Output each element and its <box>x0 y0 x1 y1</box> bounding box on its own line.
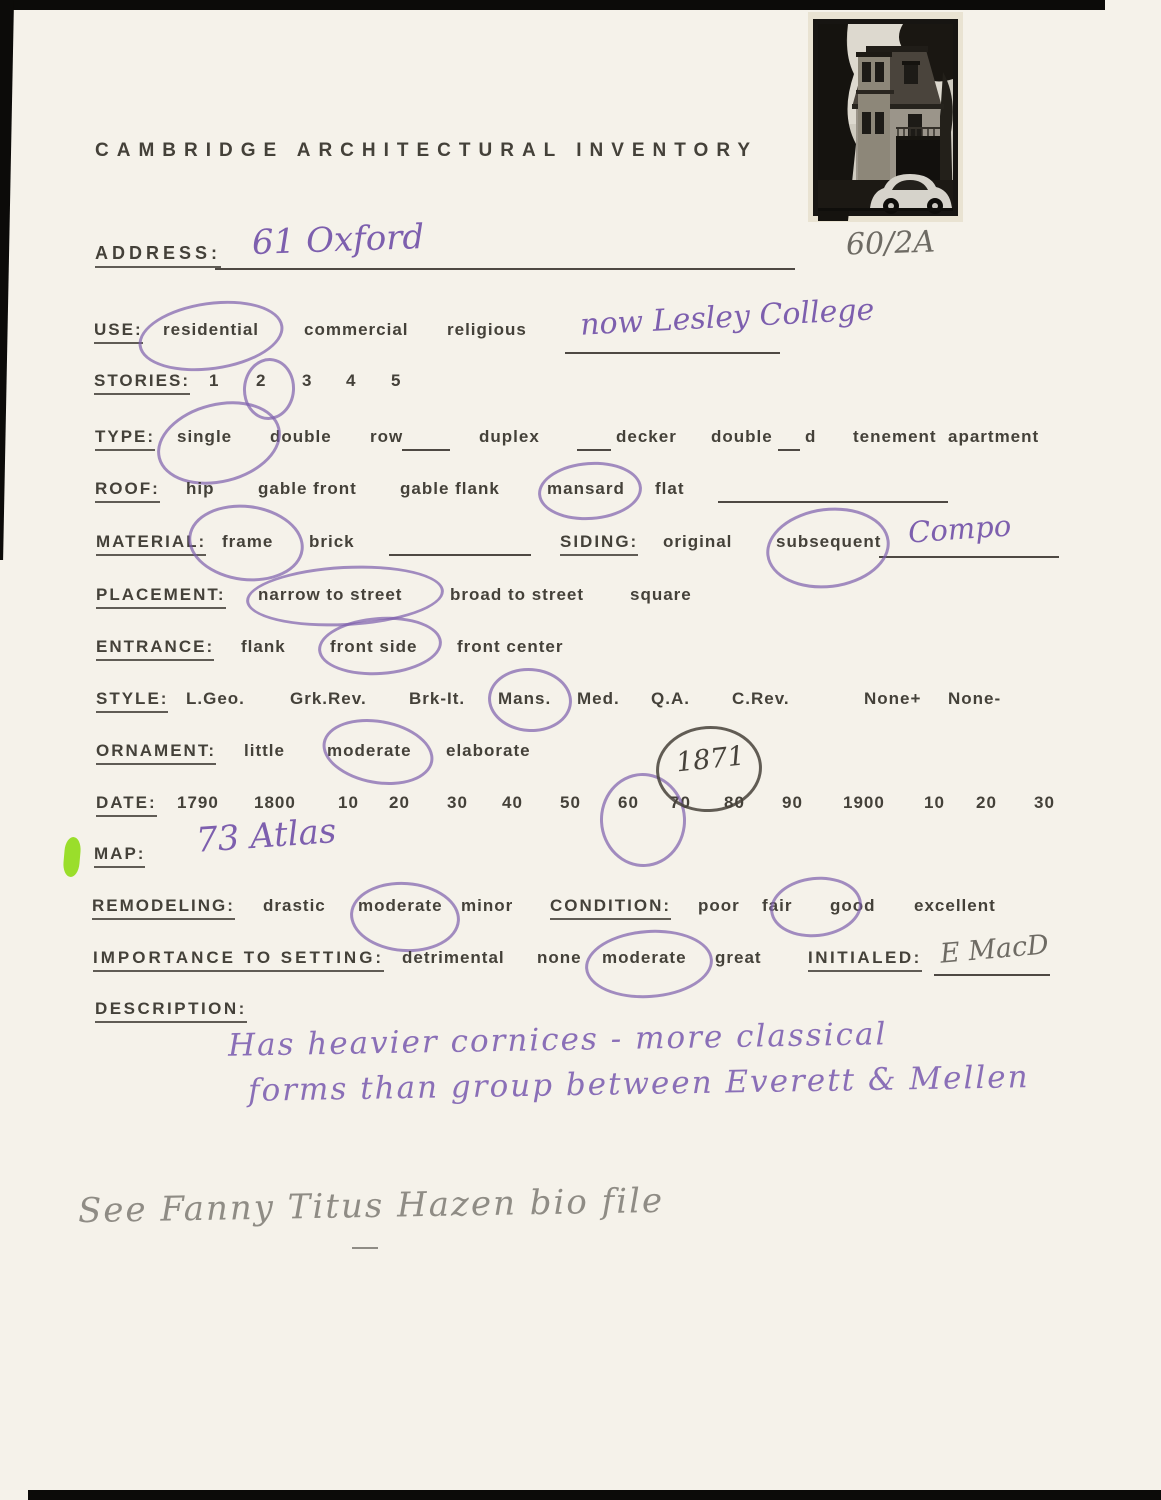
roof-option-flat: flat <box>655 479 685 498</box>
material-option-frame: frame <box>222 532 274 551</box>
importance-option-moderate: moderate <box>602 948 687 967</box>
stories-option-5: 5 <box>391 371 402 390</box>
ornament-option-moderate: moderate <box>327 741 412 760</box>
photo-ref: 60/2A <box>845 224 936 263</box>
map-label: MAP: <box>94 844 145 868</box>
stories-option-2: 2 <box>256 371 267 390</box>
material-blank-line <box>389 554 531 556</box>
entrance-label: ENTRANCE: <box>96 637 214 661</box>
placement-option-narrow: narrow to street <box>258 585 403 604</box>
circle-style-mans <box>486 665 574 735</box>
circle-siding-subsequent <box>762 501 895 596</box>
date-option-10b: 10 <box>924 793 945 812</box>
date-option-20a: 20 <box>389 793 410 812</box>
importance-option-none: none <box>537 948 582 967</box>
type-option-single: single <box>177 427 233 446</box>
description-line2: forms than group between Everett & Mellen <box>247 1059 1030 1109</box>
type-option-duplex: duplex <box>479 427 540 446</box>
type-option-decker: decker <box>616 427 677 446</box>
circle-importance-moderate <box>583 926 715 1003</box>
ornament-option-elaborate: elaborate <box>446 741 531 760</box>
description-line1: Has heavier cornices - more classical <box>227 1016 888 1064</box>
type-option-tenement: tenement <box>853 427 937 446</box>
type-option-double-d: double <box>711 427 773 446</box>
map-highlight-mark <box>62 836 81 877</box>
type-blank-decker <box>577 449 611 451</box>
date-option-30b: 30 <box>1034 793 1055 812</box>
placement-label: PLACEMENT: <box>96 585 226 609</box>
type-blank-row <box>402 449 450 451</box>
remodeling-option-moderate: moderate <box>358 896 443 915</box>
condition-option-good: good <box>830 896 876 915</box>
date-year-note: 1871 <box>674 740 747 779</box>
type-option-row: row <box>370 427 404 446</box>
initialed-label: INITIALED: <box>808 948 922 972</box>
type-blank-d <box>778 449 800 451</box>
material-option-brick: brick <box>309 532 355 551</box>
circle-remodeling-moderate <box>348 878 463 956</box>
date-option-70: 70 <box>670 793 691 812</box>
date-option-1900: 1900 <box>843 793 885 812</box>
roof-blank-line <box>718 501 948 503</box>
date-option-60: 60 <box>618 793 639 812</box>
style-label: STYLE: <box>96 689 168 713</box>
date-option-50: 50 <box>560 793 581 812</box>
siding-option-original: original <box>663 532 733 551</box>
date-option-1790: 1790 <box>177 793 219 812</box>
siding-note-line <box>879 556 1059 558</box>
style-option-mans: Mans. <box>498 689 552 708</box>
ornament-label: ORNAMENT: <box>96 741 216 765</box>
scan-edge-top <box>0 0 1105 10</box>
roof-option-hip: hip <box>186 479 215 498</box>
condition-option-poor: poor <box>698 896 740 915</box>
placement-option-broad: broad to street <box>450 585 585 604</box>
date-option-90: 90 <box>782 793 803 812</box>
date-option-40: 40 <box>502 793 523 812</box>
use-note: now Lesley College <box>579 292 876 343</box>
stories-option-3: 3 <box>302 371 313 390</box>
form-title: CAMBRIDGE ARCHITECTURAL INVENTORY <box>95 140 759 161</box>
remodeling-option-minor: minor <box>461 896 514 915</box>
use-note-line <box>565 352 780 354</box>
condition-label: CONDITION: <box>550 896 671 920</box>
roof-label: ROOF: <box>95 479 160 503</box>
style-option-none-minus: None- <box>948 689 1002 708</box>
siding-label: SIDING: <box>560 532 638 556</box>
footnote: See Fanny Titus Hazen bio file <box>77 1180 665 1232</box>
date-option-1800: 1800 <box>254 793 296 812</box>
entrance-option-front-center: front center <box>457 637 564 656</box>
condition-option-fair: fair <box>762 896 793 915</box>
material-label: MATERIAL: <box>96 532 206 556</box>
type-option-apartment: apartment <box>948 427 1040 446</box>
type-label: TYPE: <box>95 427 155 451</box>
house-photo <box>808 12 963 222</box>
initialed-value: E MacD <box>938 929 1050 970</box>
entrance-option-flank: flank <box>241 637 286 656</box>
stories-label: STORIES: <box>94 371 190 395</box>
date-option-30a: 30 <box>447 793 468 812</box>
footnote-h-underline <box>352 1247 378 1249</box>
style-option-med: Med. <box>577 689 620 708</box>
ornament-option-little: little <box>244 741 285 760</box>
stories-option-4: 4 <box>346 371 357 390</box>
date-option-10a: 10 <box>338 793 359 812</box>
remodeling-label: REMODELING: <box>92 896 235 920</box>
importance-label: IMPORTANCE TO SETTING: <box>93 948 384 972</box>
type-option-double: double <box>270 427 332 446</box>
siding-option-subsequent: subsequent <box>776 532 882 551</box>
type-option-d: d <box>805 427 817 446</box>
style-option-crev: C.Rev. <box>732 689 790 708</box>
scan-edge-bottom <box>28 1490 1161 1500</box>
date-label: DATE: <box>96 793 157 817</box>
initialed-line <box>934 974 1050 976</box>
style-option-brkit: Brk-It. <box>409 689 466 708</box>
address-line <box>215 268 795 270</box>
use-label: USE: <box>94 320 143 344</box>
use-option-religious: religious <box>447 320 527 339</box>
remodeling-option-drastic: drastic <box>263 896 326 915</box>
siding-note: Compo <box>906 508 1013 550</box>
circle-ornament-moderate <box>317 711 438 793</box>
style-option-grkrev: Grk.Rev. <box>290 689 367 708</box>
entrance-option-front-side: front side <box>330 637 418 656</box>
address-label: ADDRESS: <box>95 243 221 268</box>
roof-option-mansard: mansard <box>547 479 625 498</box>
map-value: 73 Atlas <box>194 811 338 861</box>
importance-option-detrimental: detrimental <box>402 948 505 967</box>
address-value: 61 Oxford <box>251 217 425 263</box>
scan-edge-left <box>0 0 14 560</box>
condition-option-excellent: excellent <box>914 896 996 915</box>
importance-option-great: great <box>715 948 762 967</box>
circle-condition-fair <box>767 872 865 941</box>
date-option-80: 80 <box>724 793 745 812</box>
placement-option-square: square <box>630 585 692 604</box>
roof-option-gable-flank: gable flank <box>400 479 500 498</box>
stories-option-1: 1 <box>209 371 220 390</box>
description-label: DESCRIPTION: <box>95 999 247 1023</box>
date-option-20b: 20 <box>976 793 997 812</box>
style-option-qa: Q.A. <box>651 689 690 708</box>
circle-roof-mansard <box>536 458 644 523</box>
style-option-lgeo: L.Geo. <box>186 689 245 708</box>
use-option-residential: residential <box>163 320 260 339</box>
use-option-commercial: commercial <box>304 320 409 339</box>
roof-option-gable-front: gable front <box>258 479 357 498</box>
style-option-none-plus: None+ <box>864 689 922 708</box>
